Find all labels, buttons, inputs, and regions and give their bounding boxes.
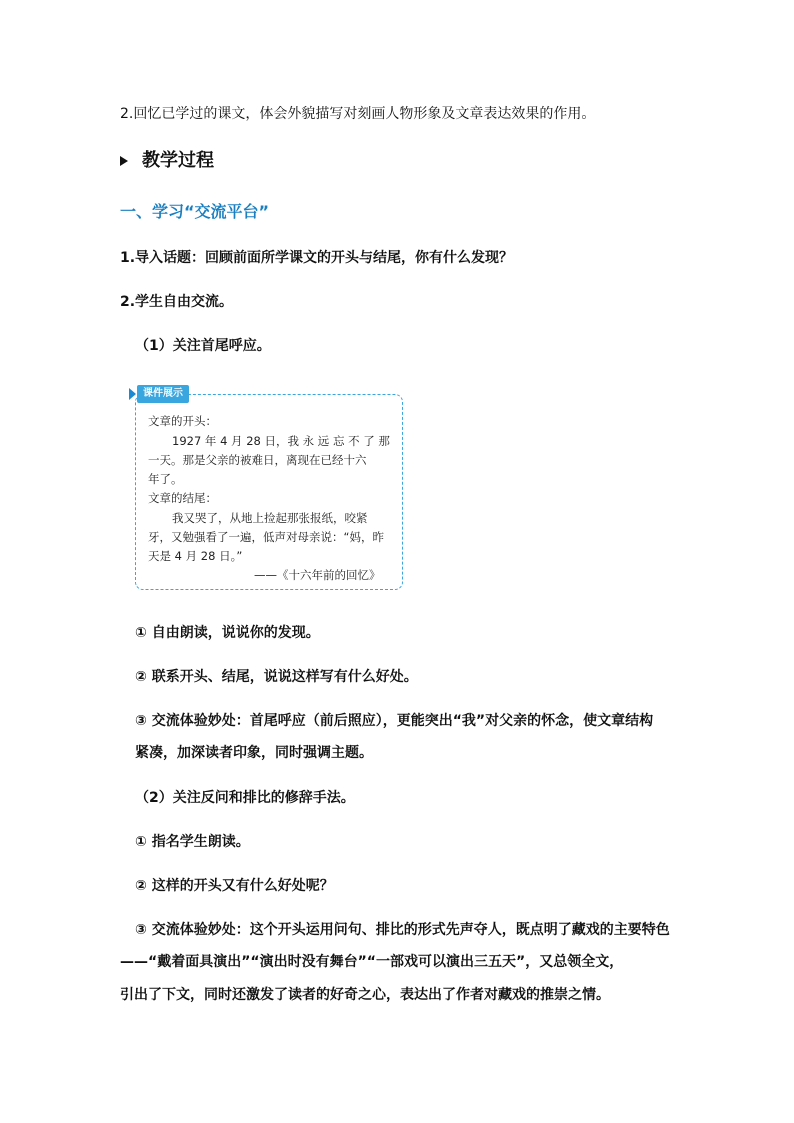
- courseware-tag-label: 课件展示: [137, 385, 189, 403]
- process-heading-text: 教学过程: [142, 150, 214, 171]
- section-1-heading: 一、学习“交流平台”: [120, 202, 270, 221]
- cw-end-line-2: 牙，又勉强看了一遍，低声对母亲说：“妈，昨: [148, 530, 384, 544]
- cw-end-label: 文章的结尾：: [148, 491, 217, 505]
- step-1-text: 1.导入话题：回顾前面所学课文的开头与结尾，你有什么发现？: [120, 250, 514, 266]
- s1-q3-line-2: 紧凑，加深读者印象，同时强调主题。: [135, 745, 373, 761]
- s2-q1-text: ① 指名学生朗读。: [135, 834, 250, 850]
- s1-q2-text: ② 联系开头、结尾，说说这样写有什么好处。: [135, 669, 418, 685]
- cw-source: ——《十六年前的回忆》: [254, 568, 381, 582]
- courseware-tag: [129, 385, 189, 403]
- s2-q3-line-1: ③ 交流体验妙处：这个开头运用问句、排比的形式先声夺人，既点明了藏戏的主要特色: [135, 922, 670, 938]
- triangle-bullet-icon: [120, 156, 128, 166]
- s2-q2-text: ② 这样的开头又有什么好处呢？: [135, 878, 334, 894]
- goal-2-text: 2.回忆已学过的课文，体会外貌描写对刻画人物形象及文章表达效果的作用。: [120, 106, 596, 122]
- process-heading: [120, 148, 214, 174]
- cw-open-line-1: 1927 年 4 月 28 日，我 永 远 忘 不 了 那: [172, 434, 390, 448]
- step-2-text: 2.学生自由交流。: [120, 294, 234, 310]
- s2-q3-line-3: 引出了下文，同时还激发了读者的好奇之心，表达出了作者对藏戏的推崇之情。: [120, 987, 610, 1003]
- cw-end-line-3: 天是 4 月 28 日。”: [148, 549, 243, 563]
- sub-1-text: （1）关注首尾呼应。: [135, 338, 271, 354]
- cw-end-line-1: 我又哭了，从地上捡起那张报纸，咬紧: [172, 511, 368, 525]
- cw-open-line-2: 一天。那是父亲的被难日，离现在已经十六: [148, 453, 367, 467]
- tag-arrow-icon: [129, 388, 136, 400]
- cw-open-line-3: 年了。: [148, 472, 183, 486]
- s1-q3-line-1: ③ 交流体验妙处：首尾呼应（前后照应），更能突出“我”对父亲的怀念，使文章结构: [135, 713, 654, 729]
- cw-open-label: 文章的开头：: [148, 414, 217, 428]
- s2-q3-line-2: ——“戴着面具演出”“演出时没有舞台”“一部戏可以演出三五天”，又总领全文，: [120, 954, 624, 970]
- s1-q1-text: ① 自由朗读，说说你的发现。: [135, 625, 320, 641]
- sub-2-text: （2）关注反问和排比的修辞手法。: [135, 790, 355, 806]
